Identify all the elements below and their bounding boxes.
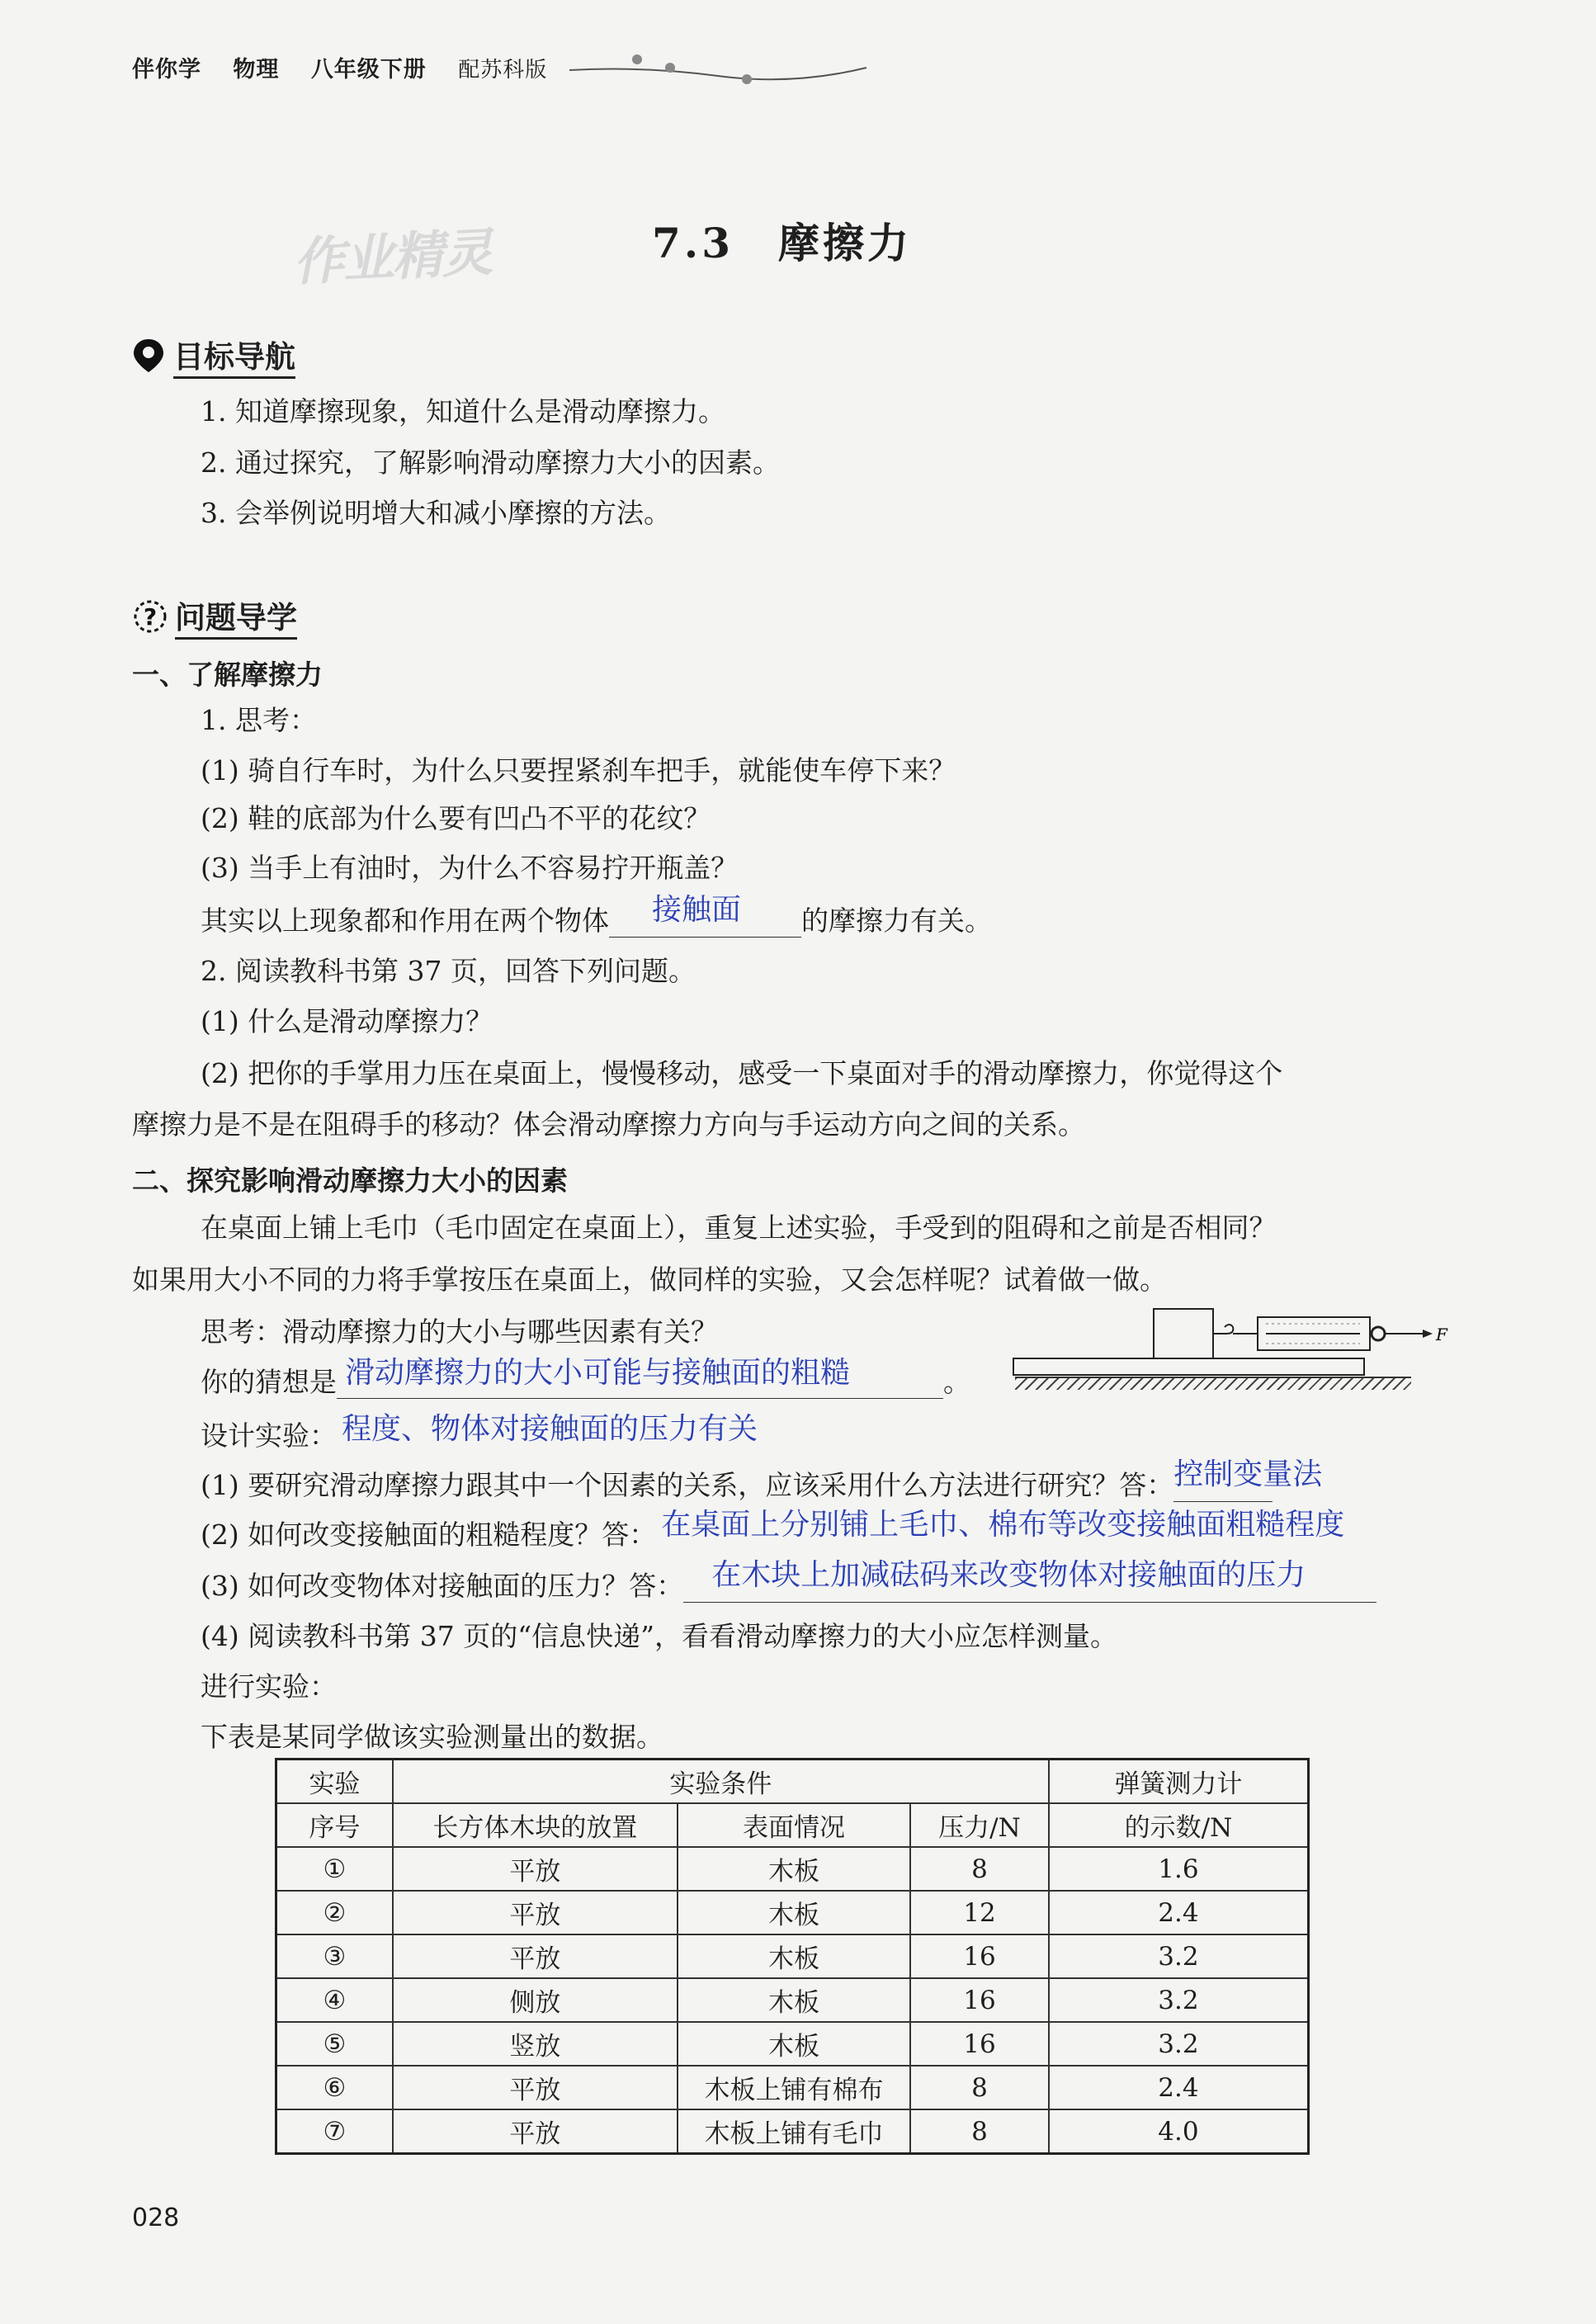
cell-place: 平放 — [393, 2066, 678, 2109]
board — [1013, 1358, 1364, 1375]
cell-pressure: 8 — [910, 2109, 1049, 2154]
cell-surface: 木板 — [678, 1847, 910, 1891]
handwritten-answer: 接触面 — [652, 893, 742, 927]
table-row — [276, 1934, 1309, 1978]
cell-pressure: 16 — [910, 2022, 1049, 2066]
header-cell-no: 实验 — [276, 1760, 393, 1804]
header-cell-place: 长方体木块的放置 — [393, 1803, 678, 1847]
design-q2: (2) 如何改变接触面的粗糙程度？答： 在桌面上分别铺上毛巾、棉布等改变接触面粗糙程度 — [201, 1519, 1415, 1552]
cell-no: ⑤ — [276, 2022, 393, 2066]
header-book: 伴你学 — [132, 57, 201, 83]
header-cell-conditions: 实验条件 — [393, 1760, 1049, 1804]
header-cell-reading: 弹簧测力计 — [1049, 1760, 1309, 1804]
table-row — [276, 2022, 1309, 2066]
header-cell-pressure: 压力/N — [910, 1803, 1049, 1847]
experiment-figure — [1013, 1302, 1447, 1385]
data-table — [275, 1758, 1310, 2155]
cell-place: 平放 — [393, 1847, 678, 1891]
cell-pressure: 8 — [910, 1847, 1049, 1891]
cell-surface: 木板 — [678, 1891, 910, 1934]
handwritten-guess-2: 程度、物体对接触面的压力有关 — [342, 1412, 758, 1446]
header-cell-reading-2: 的示数/N — [1049, 1803, 1309, 1847]
header-decoration — [569, 50, 866, 91]
design-q1: (1) 要研究滑动摩擦力跟其中一个因素的关系，应该采用什么方法进行研究？答： 控制变量法 — [201, 1457, 1323, 1501]
cell-place: 侧放 — [393, 1978, 678, 2022]
cell-no: ③ — [276, 1934, 393, 1978]
handwritten-guess-1: 滑动摩擦力的大小可能与接触面的粗糙 — [345, 1356, 851, 1390]
running-header — [132, 51, 570, 83]
question-icon — [132, 598, 168, 635]
think-label: 1. 思考： — [201, 704, 317, 736]
answer-blank[interactable] — [609, 893, 801, 938]
question-1-1: (1) 骑自行车时，为什么只要捏紧刹车把手，就能使车停下来？ — [201, 754, 956, 786]
table-body — [276, 1847, 1309, 2154]
think-question: 思考：滑动摩擦力的大小与哪些因素有关？ — [201, 1316, 718, 1348]
table-intro: 下表是某同学做该实验测量出的数据。 — [201, 1721, 663, 1753]
svg-text:?: ? — [143, 603, 158, 631]
page-number: 028 — [132, 2204, 180, 2232]
cell-surface: 木板上铺有棉布 — [678, 2066, 910, 2109]
cell-reading: 2.4 — [1049, 2066, 1309, 2109]
part1-heading: 一、了解摩擦力 — [132, 659, 323, 691]
handwritten-method: 控制变量法 — [1173, 1457, 1323, 1491]
paragraph-1b: 如果用大小不同的力将手掌按压在桌面上，做同样的实验，又会怎样呢？试着做一做。 — [132, 1264, 1167, 1296]
handwritten-pressure: 在木块上加减砝码来改变物体对接触面的压力 — [711, 1558, 1306, 1592]
question-1-3: (3) 当手上有油时，为什么不容易拧开瓶盖？ — [201, 852, 739, 884]
design-q4: (4) 阅读教科书第 37 页的“信息快递”，看看滑动摩擦力的大小应怎样测量。 — [201, 1620, 1117, 1652]
design-line: 设计实验： 程度、物体对接触面的压力有关 — [201, 1412, 758, 1452]
cell-reading: 3.2 — [1049, 1978, 1309, 2022]
cell-reading: 3.2 — [1049, 1934, 1309, 1978]
goals-heading: 目标导航 — [132, 332, 295, 376]
header-subject: 物理 — [233, 57, 280, 83]
question-2-1: (1) 什么是滑动摩擦力？ — [201, 1005, 493, 1037]
wooden-block — [1154, 1309, 1213, 1358]
fill-sentence-1: 其实以上现象都和作用在两个物体 接触面 的摩擦力有关。 — [201, 893, 992, 937]
cell-no: ① — [276, 1847, 393, 1891]
guide-heading: ? 问题导学 — [132, 593, 297, 637]
header-edition: 配苏科版 — [458, 58, 548, 83]
cell-reading: 1.6 — [1049, 1847, 1309, 1891]
cell-pressure: 16 — [910, 1978, 1049, 2022]
conduct-label: 进行实验： — [201, 1670, 337, 1703]
guess-line: 你的猜想是 滑动摩擦力的大小可能与接触面的粗糙 。 — [201, 1356, 970, 1398]
goal-item-1: 1. 知道摩擦现象，知道什么是滑动摩擦力。 — [201, 395, 725, 427]
cell-surface: 木板 — [678, 1978, 910, 2022]
cell-reading: 3.2 — [1049, 2022, 1309, 2066]
cell-no: ⑥ — [276, 2066, 393, 2109]
cell-no: ④ — [276, 1978, 393, 2022]
table-row — [276, 1891, 1309, 1934]
watermark: 作业精灵 — [291, 221, 493, 293]
header-grade: 八年级下册 — [310, 57, 427, 83]
goal-item-2: 2. 通过探究，了解影响滑动摩擦力大小的因素。 — [201, 446, 780, 479]
question-1-2: (2) 鞋的底部为什么要有凹凸不平的花纹？ — [201, 802, 711, 834]
guess-blank[interactable] — [337, 1356, 943, 1399]
cell-surface: 木板 — [678, 2022, 910, 2066]
table-row — [276, 1847, 1309, 1891]
question-2-2a: (2) 把你的手掌用力压在桌面上，慢慢移动，感受一下桌面对手的滑动摩擦力，你觉得这个 — [201, 1057, 1283, 1089]
table-row — [276, 2109, 1309, 2154]
force-label: F — [1436, 1325, 1447, 1344]
question-2-2b: 摩擦力是不是在阻碍手的移动？体会滑动摩擦力方向与手运动方向之间的关系。 — [132, 1108, 1085, 1141]
cell-surface: 木板上铺有毛巾 — [678, 2109, 910, 2154]
table-row — [276, 1978, 1309, 2022]
cell-place: 平放 — [393, 1891, 678, 1934]
method-blank[interactable] — [1173, 1457, 1323, 1502]
header-cell-no-2: 序号 — [276, 1803, 393, 1847]
cell-place: 平放 — [393, 2109, 678, 2154]
cell-reading: 4.0 — [1049, 2109, 1309, 2154]
ground-hatch — [1015, 1377, 1411, 1390]
paragraph-1a: 在桌面上铺上毛巾（毛巾固定在桌面上），重复上述实验，手受到的阻碍和之前是否相同？ — [201, 1212, 1277, 1244]
question-2: 2. 阅读教科书第 37 页，回答下列问题。 — [201, 955, 696, 987]
design-q3: (3) 如何改变物体对接触面的压力？答： 在木块上加减砝码来改变物体对接触面的压力 — [201, 1569, 1376, 1603]
location-pin-icon — [132, 338, 165, 374]
cell-no: ② — [276, 1891, 393, 1934]
cell-pressure: 12 — [910, 1891, 1049, 1934]
goal-item-3: 3. 会举例说明增大和减小摩擦的方法。 — [201, 497, 671, 529]
cell-no: ⑦ — [276, 2109, 393, 2154]
handwritten-roughness: 在桌面上分别铺上毛巾、棉布等改变接触面粗糙程度 — [661, 1508, 1345, 1542]
cell-pressure: 16 — [910, 1934, 1049, 1978]
cell-pressure: 8 — [910, 2066, 1049, 2109]
cell-reading: 2.4 — [1049, 1891, 1309, 1934]
part2-heading: 二、探究影响滑动摩擦力大小的因素 — [132, 1164, 568, 1197]
cell-surface: 木板 — [678, 1934, 910, 1978]
cell-place: 平放 — [393, 1934, 678, 1978]
page-title: 7.3 摩擦力 — [652, 219, 912, 267]
header-cell-surface: 表面情况 — [678, 1803, 910, 1847]
cell-place: 竖放 — [393, 2022, 678, 2066]
table-row — [276, 2066, 1309, 2109]
